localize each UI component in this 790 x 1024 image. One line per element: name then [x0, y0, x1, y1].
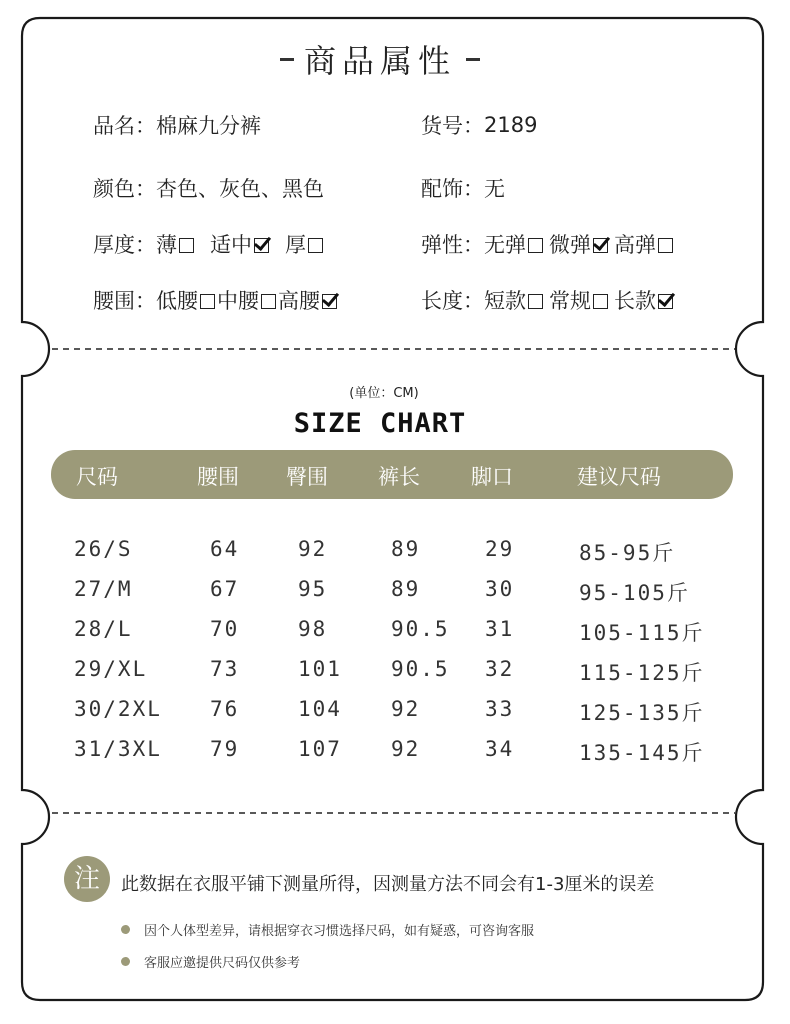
- size-chart-title: SIZE CHART: [285, 404, 475, 444]
- cell-size: 26/S: [74, 537, 133, 561]
- header-pants-length: 裤长: [378, 465, 420, 489]
- size-table-header: [51, 450, 733, 499]
- attr-thickness: [93, 229, 329, 259]
- cell-pants-length: 90.5: [391, 617, 450, 641]
- checkbox[interactable]: [200, 294, 215, 309]
- option-label: 无弹: [484, 233, 526, 257]
- option-label: 低腰: [156, 289, 198, 313]
- attr-length-label: 长度：: [421, 289, 484, 313]
- waist-option-mid[interactable]: [217, 285, 276, 315]
- attr-color-label: 颜色：: [93, 177, 156, 201]
- note-bullet: [121, 952, 300, 971]
- cell-pants-length: 92: [391, 737, 421, 761]
- cell-leg-opening: 34: [485, 737, 515, 761]
- waist-option-high[interactable]: [278, 285, 337, 315]
- cell-waist: 70: [210, 617, 240, 641]
- header-leg-opening: 脚口: [471, 465, 513, 489]
- checkbox[interactable]: [593, 238, 608, 253]
- attr-name-value: 棉麻九分裤: [156, 114, 261, 138]
- option-label: 适中: [210, 233, 252, 257]
- cell-recommended: 135-145斤: [579, 741, 705, 765]
- cell-pants-length: 90.5: [391, 657, 450, 681]
- attr-waist: [93, 285, 343, 315]
- cell-waist: 73: [210, 657, 240, 681]
- waist-option-low[interactable]: [156, 285, 215, 315]
- option-label: 厚: [285, 233, 306, 257]
- unit-note: (单位：CM): [349, 386, 419, 401]
- option-label: 长款: [614, 289, 656, 313]
- attr-elasticity: [421, 229, 679, 259]
- attr-name: [93, 110, 261, 140]
- attr-color-value: 杏色、灰色、黑色: [156, 177, 324, 201]
- cell-recommended: 115-125斤: [579, 661, 705, 685]
- note-bullet-text: 因个人体型差异，请根据穿衣习惯选择尺码，如有疑惑，可咨询客服: [144, 924, 535, 939]
- elasticity-option-slight[interactable]: [549, 229, 608, 259]
- attr-item-no-value: 2189: [484, 113, 538, 137]
- table-row: [0, 537, 760, 577]
- note-bullet: [121, 920, 534, 939]
- cell-size: 30/2XL: [74, 697, 162, 721]
- cell-waist: 64: [210, 537, 240, 561]
- attributes-title: [0, 36, 760, 82]
- cell-recommended: 125-135斤: [579, 701, 705, 725]
- option-label: 短款: [484, 289, 526, 313]
- table-row: [0, 657, 760, 697]
- option-label: 微弹: [549, 233, 591, 257]
- length-option-long[interactable]: [614, 285, 673, 315]
- option-label: 高弹: [614, 233, 656, 257]
- table-row: [0, 577, 760, 617]
- cell-hip: 104: [298, 697, 342, 721]
- cell-recommended: 95-105斤: [579, 581, 690, 605]
- attr-accessory-value: 无: [484, 177, 505, 201]
- note-badge: 注: [64, 856, 110, 902]
- cell-pants-length: 89: [391, 537, 421, 561]
- table-row: [0, 737, 760, 777]
- cell-leg-opening: 33: [485, 697, 515, 721]
- cell-size: 28/L: [74, 617, 133, 641]
- table-row: [0, 617, 760, 657]
- attributes-title-text: 商品属性: [303, 42, 456, 80]
- bullet-dot-icon: [121, 925, 130, 934]
- cell-hip: 92: [298, 537, 328, 561]
- checkbox[interactable]: [593, 294, 608, 309]
- attr-length: [421, 285, 679, 315]
- thickness-option-thin[interactable]: [156, 229, 194, 259]
- cell-waist: 79: [210, 737, 240, 761]
- cell-size: 27/M: [74, 577, 133, 601]
- thickness-option-thick[interactable]: [285, 229, 323, 259]
- checkbox[interactable]: [528, 238, 543, 253]
- cell-hip: 98: [298, 617, 328, 641]
- cell-pants-length: 92: [391, 697, 421, 721]
- cell-waist: 76: [210, 697, 240, 721]
- cell-hip: 101: [298, 657, 342, 681]
- cell-recommended: 105-115斤: [579, 621, 705, 645]
- attr-item-no: [421, 110, 537, 140]
- header-hip: 臀围: [286, 465, 328, 489]
- cell-hip: 107: [298, 737, 342, 761]
- checkbox[interactable]: [308, 238, 323, 253]
- table-row: [0, 697, 760, 737]
- cell-leg-opening: 29: [485, 537, 515, 561]
- checkbox[interactable]: [261, 294, 276, 309]
- attr-elasticity-label: 弹性：: [421, 233, 484, 257]
- header-recommended-size: 建议尺码: [577, 465, 661, 489]
- attr-accessory-label: 配饰：: [421, 177, 484, 201]
- attr-color: [93, 173, 324, 203]
- checkbox[interactable]: [254, 238, 269, 253]
- bullet-dot-icon: [121, 957, 130, 966]
- checkbox[interactable]: [322, 294, 337, 309]
- attr-name-label: 品名：: [93, 114, 156, 138]
- header-size: 尺码: [76, 465, 118, 489]
- thickness-option-medium[interactable]: [210, 229, 269, 259]
- cell-size: 29/XL: [74, 657, 148, 681]
- attr-thickness-label: 厚度：: [93, 233, 156, 257]
- title-dash-left: [280, 58, 294, 61]
- header-waist: 腰围: [197, 465, 239, 489]
- cell-pants-length: 89: [391, 577, 421, 601]
- option-label: 常规: [549, 289, 591, 313]
- attr-accessory: [421, 173, 505, 203]
- note-main-text: 此数据在衣服平铺下测量所得，因测量方法不同会有1-3厘米的误差: [121, 874, 655, 895]
- checkbox[interactable]: [658, 238, 673, 253]
- checkbox[interactable]: [528, 294, 543, 309]
- option-label: 薄: [156, 233, 177, 257]
- cell-hip: 95: [298, 577, 328, 601]
- attr-waist-label: 腰围：: [93, 289, 156, 313]
- checkbox[interactable]: [658, 294, 673, 309]
- cell-leg-opening: 31: [485, 617, 515, 641]
- cell-size: 31/3XL: [74, 737, 162, 761]
- length-option-regular[interactable]: [549, 285, 608, 315]
- option-label: 中腰: [217, 289, 259, 313]
- elasticity-option-none[interactable]: [484, 229, 543, 259]
- title-dash-right: [466, 58, 480, 61]
- checkbox[interactable]: [179, 238, 194, 253]
- cell-recommended: 85-95斤: [579, 541, 676, 565]
- option-label: 高腰: [278, 289, 320, 313]
- cell-leg-opening: 30: [485, 577, 515, 601]
- length-option-short[interactable]: [484, 285, 543, 315]
- note-bullet-text: 客服应邀提供尺码仅供参考: [144, 956, 301, 971]
- elasticity-option-high[interactable]: [614, 229, 673, 259]
- cell-waist: 67: [210, 577, 240, 601]
- cell-leg-opening: 32: [485, 657, 515, 681]
- attr-item-no-label: 货号：: [421, 114, 484, 138]
